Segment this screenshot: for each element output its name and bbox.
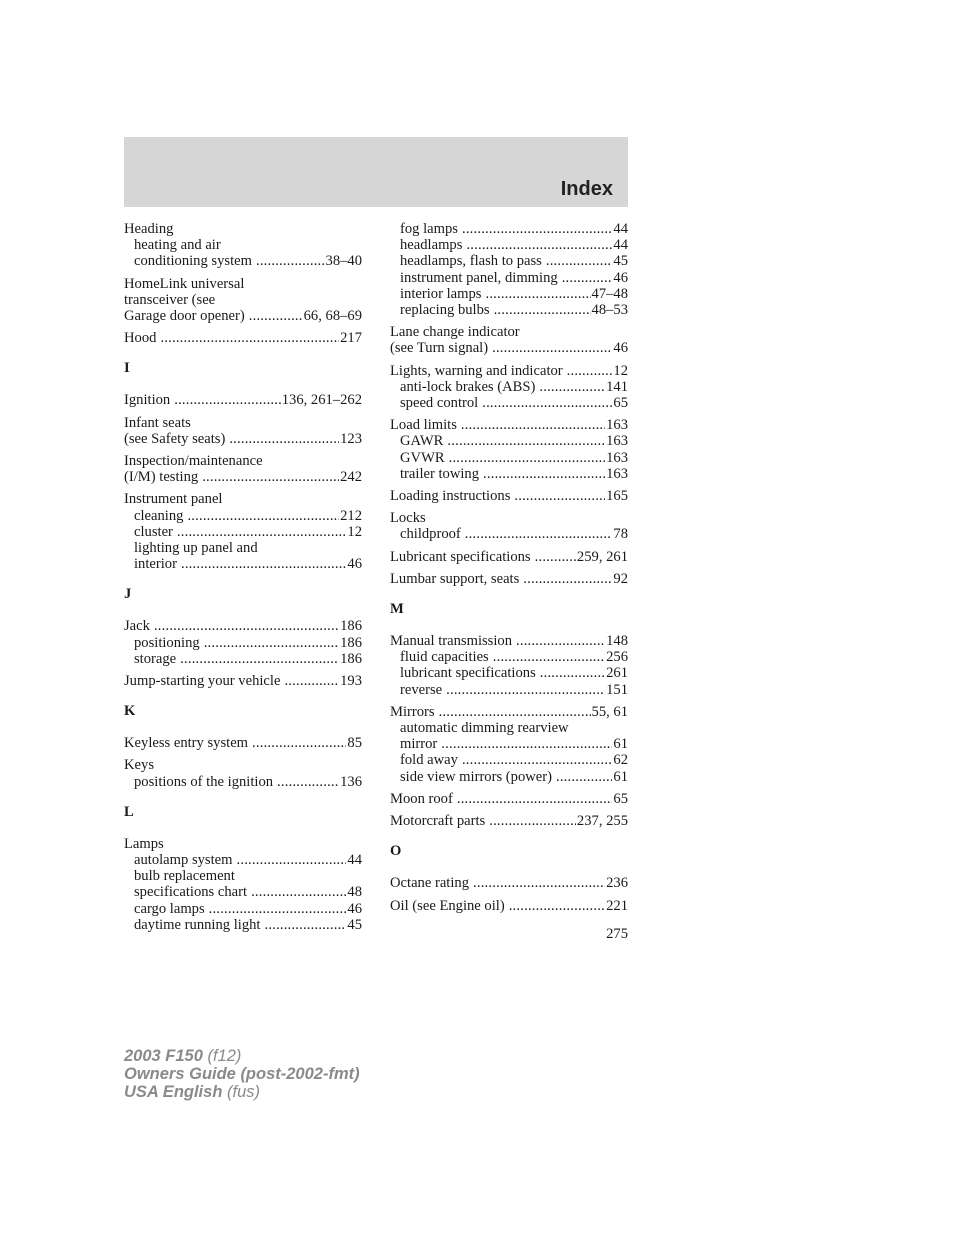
index-subentry bbox=[124, 901, 362, 917]
entry-text: Instrument panel bbox=[124, 491, 223, 508]
entry-text: fog lamps bbox=[400, 221, 458, 237]
page-reference: 148 bbox=[606, 633, 628, 650]
page-reference: 163 bbox=[606, 417, 628, 434]
index-subentry bbox=[124, 868, 362, 884]
entry-text: (I/M) testing bbox=[124, 469, 199, 486]
index-entry bbox=[390, 704, 628, 785]
index-entry bbox=[390, 221, 628, 318]
entry-text: Lubricant specifications bbox=[390, 548, 531, 565]
entry-text: Oil (see Engine oil) bbox=[390, 897, 505, 914]
page-reference: 44 bbox=[347, 852, 362, 869]
page-reference: 163 bbox=[606, 449, 628, 466]
dot-leader bbox=[556, 769, 612, 785]
index-subentry bbox=[124, 540, 362, 556]
index-entry bbox=[124, 673, 362, 689]
entry-text: Locks bbox=[390, 510, 426, 527]
dot-leader bbox=[485, 286, 590, 302]
index-entry bbox=[390, 898, 628, 914]
index-subentry bbox=[390, 379, 628, 395]
entry-text: fluid capacities bbox=[400, 649, 489, 666]
index-heading bbox=[124, 308, 362, 324]
page-reference: 62 bbox=[613, 752, 628, 769]
entry-text: Infant seats bbox=[124, 414, 191, 431]
index-heading bbox=[390, 488, 628, 504]
page-reference: 12 bbox=[613, 362, 628, 379]
index-subentry bbox=[390, 665, 628, 681]
page-reference: 165 bbox=[606, 488, 628, 505]
entry-text: side view mirrors (power) bbox=[400, 768, 552, 785]
section-letter: M bbox=[390, 601, 404, 618]
dot-leader bbox=[209, 901, 347, 917]
index-heading bbox=[390, 549, 628, 565]
page-reference: 46 bbox=[613, 269, 628, 286]
index-subentry bbox=[390, 752, 628, 768]
dot-leader bbox=[492, 340, 612, 356]
index-entry bbox=[390, 510, 628, 542]
index-entry bbox=[124, 330, 362, 346]
dot-leader bbox=[202, 469, 339, 485]
dot-leader bbox=[177, 524, 347, 540]
index-subentry bbox=[124, 917, 362, 933]
page-reference: 186 bbox=[340, 618, 362, 635]
dot-leader bbox=[154, 618, 339, 634]
entry-text: GAWR bbox=[400, 433, 444, 450]
index-entry bbox=[124, 757, 362, 789]
index-heading bbox=[124, 330, 362, 346]
index-subentry bbox=[124, 635, 362, 651]
dot-leader bbox=[523, 571, 612, 587]
index-heading bbox=[124, 469, 362, 485]
page-reference: 259, 261 bbox=[576, 548, 628, 565]
dot-leader bbox=[489, 813, 576, 829]
dot-leader bbox=[252, 735, 346, 751]
index-entry bbox=[124, 415, 362, 447]
index-heading bbox=[124, 836, 362, 852]
page-reference: 55, 61 bbox=[591, 703, 628, 720]
entry-text: daytime running light bbox=[134, 916, 261, 933]
entry-text: Lights, warning and indicator bbox=[390, 362, 563, 379]
index-entry bbox=[124, 491, 362, 572]
entry-text: Jack bbox=[124, 618, 150, 635]
dot-leader bbox=[449, 450, 606, 466]
index-entry bbox=[124, 392, 362, 408]
entry-text: childproof bbox=[400, 526, 461, 543]
dot-leader bbox=[535, 549, 576, 565]
entry-text: Keyless entry system bbox=[124, 735, 249, 752]
entry-text: cargo lamps bbox=[134, 900, 205, 917]
entry-text: anti-lock brakes (ABS) bbox=[400, 378, 536, 395]
index-subentry bbox=[124, 651, 362, 667]
page-reference: 65 bbox=[613, 395, 628, 412]
index-heading bbox=[390, 898, 628, 914]
index-entry bbox=[124, 618, 362, 667]
entry-text: GVWR bbox=[400, 449, 445, 466]
page-reference: 186 bbox=[340, 650, 362, 667]
page-reference: 136 bbox=[340, 773, 362, 790]
page-reference: 186 bbox=[340, 634, 362, 651]
index-heading bbox=[390, 704, 628, 720]
page-reference: 136, 261–262 bbox=[281, 392, 362, 409]
page-reference: 237, 255 bbox=[576, 813, 628, 830]
page-reference: 44 bbox=[613, 237, 628, 254]
index-entry bbox=[390, 324, 628, 356]
index-heading bbox=[124, 221, 362, 237]
index-header-bar bbox=[124, 137, 628, 207]
page-reference: 85 bbox=[347, 735, 362, 752]
dot-leader bbox=[483, 466, 605, 482]
dot-leader bbox=[181, 556, 346, 572]
index-entry bbox=[390, 633, 628, 698]
index-heading bbox=[124, 735, 362, 751]
index-column-right bbox=[390, 221, 628, 920]
index-entry bbox=[390, 791, 628, 807]
dot-leader bbox=[174, 392, 281, 408]
dot-leader bbox=[540, 665, 605, 681]
dot-leader bbox=[493, 649, 605, 665]
index-entry bbox=[390, 813, 628, 829]
entry-text: speed control bbox=[400, 395, 479, 412]
index-subentry bbox=[390, 720, 628, 736]
section-letter: O bbox=[390, 843, 402, 860]
index-entry bbox=[390, 549, 628, 565]
page-title: Index bbox=[560, 178, 613, 200]
page-reference: 12 bbox=[347, 523, 362, 540]
page-reference: 92 bbox=[613, 570, 628, 587]
entry-text: headlamps bbox=[400, 237, 463, 254]
index-heading bbox=[124, 673, 362, 689]
footer-language: USA English bbox=[124, 1083, 223, 1101]
entry-text: reverse bbox=[400, 681, 443, 698]
page-reference: 141 bbox=[606, 378, 628, 395]
index-heading bbox=[124, 431, 362, 447]
document-footer bbox=[124, 1047, 360, 1101]
index-subentry bbox=[390, 769, 628, 785]
index-entry bbox=[390, 571, 628, 587]
index-entry bbox=[124, 276, 362, 325]
dot-leader bbox=[264, 917, 346, 933]
entry-text: interior bbox=[134, 556, 177, 573]
dot-leader bbox=[546, 253, 613, 269]
entry-text: Motorcraft parts bbox=[390, 813, 486, 830]
page-reference: 45 bbox=[347, 916, 362, 933]
entry-text: Heading bbox=[124, 221, 174, 237]
dot-leader bbox=[439, 704, 591, 720]
footer-language-code: (fus) bbox=[227, 1083, 260, 1101]
page-number: 275 bbox=[606, 926, 628, 942]
index-column-left bbox=[124, 221, 362, 939]
dot-leader bbox=[237, 852, 347, 868]
index-heading bbox=[390, 633, 628, 649]
entry-text: Inspection/maintenance bbox=[124, 453, 263, 470]
index-subentry bbox=[124, 556, 362, 572]
index-subentry bbox=[390, 237, 628, 253]
entry-text: replacing bulbs bbox=[400, 302, 490, 319]
entry-text: automatic dimming rearview bbox=[400, 720, 569, 737]
index-subentry bbox=[390, 466, 628, 482]
entry-text: heating and air bbox=[134, 237, 221, 254]
dot-leader bbox=[539, 379, 605, 395]
index-heading bbox=[390, 340, 628, 356]
index-subentry bbox=[390, 286, 628, 302]
page-reference: 48–53 bbox=[591, 302, 628, 319]
index-entry bbox=[390, 363, 628, 412]
page-reference: 163 bbox=[606, 433, 628, 450]
footer-model-code: (f12) bbox=[207, 1047, 242, 1065]
section-letter: K bbox=[124, 703, 136, 720]
dot-leader bbox=[509, 898, 605, 914]
index-heading bbox=[124, 276, 362, 292]
entry-text: HomeLink universal bbox=[124, 275, 245, 292]
page-reference: 48 bbox=[347, 884, 362, 901]
footer-model: 2003 F150 bbox=[124, 1047, 203, 1065]
page-reference: 217 bbox=[340, 330, 362, 347]
page-reference: 66, 68–69 bbox=[303, 308, 362, 325]
index-subentry bbox=[124, 884, 362, 900]
section-letter: J bbox=[124, 586, 132, 603]
entry-text: Manual transmission bbox=[390, 633, 513, 650]
dot-leader bbox=[494, 302, 591, 318]
dot-leader bbox=[465, 526, 613, 542]
page-reference: 61 bbox=[613, 736, 628, 753]
index-subentry bbox=[390, 302, 628, 318]
dot-leader bbox=[187, 508, 339, 524]
index-heading bbox=[124, 453, 362, 469]
index-heading bbox=[124, 415, 362, 431]
dot-leader bbox=[251, 884, 346, 900]
index-heading bbox=[390, 791, 628, 807]
page-reference: 47–48 bbox=[591, 285, 628, 302]
index-subentry bbox=[124, 524, 362, 540]
index-entry bbox=[124, 735, 362, 751]
entry-text: trailer towing bbox=[400, 465, 480, 482]
index-subentry bbox=[124, 253, 362, 269]
dot-leader bbox=[461, 417, 605, 433]
dot-leader bbox=[229, 431, 339, 447]
dot-leader bbox=[204, 635, 339, 651]
entry-text: bulb replacement bbox=[134, 868, 235, 885]
entry-text: lighting up panel and bbox=[134, 540, 258, 557]
dot-leader bbox=[457, 791, 613, 807]
dot-leader bbox=[447, 433, 605, 449]
page-reference: 38–40 bbox=[325, 253, 362, 270]
entry-text: fold away bbox=[400, 752, 458, 769]
index-entry bbox=[124, 221, 362, 270]
index-heading bbox=[390, 813, 628, 829]
page-reference: 256 bbox=[606, 649, 628, 666]
index-subentry bbox=[390, 270, 628, 286]
entry-text: headlamps, flash to pass bbox=[400, 253, 542, 270]
index-heading bbox=[124, 491, 362, 507]
entry-text: Lamps bbox=[124, 835, 164, 852]
entry-text: Garage door opener) bbox=[124, 308, 245, 325]
index-subentry bbox=[390, 526, 628, 542]
index-entry bbox=[390, 488, 628, 504]
dot-leader bbox=[514, 488, 605, 504]
page-reference: 46 bbox=[613, 340, 628, 357]
entry-text: mirror bbox=[400, 736, 438, 753]
index-heading bbox=[390, 363, 628, 379]
index-heading bbox=[124, 618, 362, 634]
index-entry bbox=[390, 417, 628, 482]
page-reference: 221 bbox=[606, 897, 628, 914]
entry-text: lubricant specifications bbox=[400, 665, 536, 682]
section-letter: L bbox=[124, 803, 134, 820]
entry-text: Lumbar support, seats bbox=[390, 570, 520, 587]
index-heading bbox=[390, 510, 628, 526]
entry-text: Keys bbox=[124, 757, 154, 774]
footer-guide: Owners Guide (post-2002-fmt) bbox=[124, 1065, 360, 1083]
dot-leader bbox=[562, 270, 613, 286]
dot-leader bbox=[284, 673, 339, 689]
index-subentry bbox=[124, 237, 362, 253]
dot-leader bbox=[462, 752, 612, 768]
page-reference: 45 bbox=[613, 253, 628, 270]
entry-text: Moon roof bbox=[390, 790, 453, 807]
index-heading bbox=[124, 292, 362, 308]
index-heading bbox=[390, 875, 628, 891]
entry-text: Load limits bbox=[390, 417, 457, 434]
entry-text: positioning bbox=[134, 634, 200, 651]
index-subentry bbox=[390, 433, 628, 449]
entry-text: instrument panel, dimming bbox=[400, 269, 558, 286]
index-heading bbox=[390, 417, 628, 433]
page-reference: 46 bbox=[347, 900, 362, 917]
entry-text: Ignition bbox=[124, 392, 171, 409]
page-reference: 151 bbox=[606, 681, 628, 698]
dot-leader bbox=[277, 774, 339, 790]
index-subentry bbox=[390, 736, 628, 752]
index-subentry bbox=[390, 450, 628, 466]
entry-text: Loading instructions bbox=[390, 488, 511, 505]
dot-leader bbox=[482, 395, 612, 411]
dot-leader bbox=[466, 237, 612, 253]
page-reference: 236 bbox=[606, 875, 628, 892]
index-entry bbox=[124, 453, 362, 485]
dot-leader bbox=[473, 875, 605, 891]
index-heading bbox=[390, 571, 628, 587]
entry-text: positions of the ignition bbox=[134, 773, 274, 790]
page-reference: 78 bbox=[613, 526, 628, 543]
page-reference: 242 bbox=[340, 469, 362, 486]
entry-text: conditioning system bbox=[134, 253, 252, 270]
entry-text: interior lamps bbox=[400, 285, 482, 302]
index-subentry bbox=[124, 508, 362, 524]
page-reference: 61 bbox=[613, 768, 628, 785]
dot-leader bbox=[446, 682, 605, 698]
entry-text: Octane rating bbox=[390, 875, 470, 892]
page-reference: 163 bbox=[606, 465, 628, 482]
section-letter: I bbox=[124, 360, 130, 377]
page-reference: 65 bbox=[613, 790, 628, 807]
entry-text: (see Turn signal) bbox=[390, 340, 489, 357]
index-entry bbox=[390, 875, 628, 891]
index-heading bbox=[124, 757, 362, 773]
entry-text: storage bbox=[134, 650, 177, 667]
dot-leader bbox=[160, 330, 339, 346]
dot-leader bbox=[462, 221, 612, 237]
entry-text: (see Safety seats) bbox=[124, 430, 226, 447]
entry-text: Mirrors bbox=[390, 703, 435, 720]
index-entry bbox=[124, 836, 362, 933]
dot-leader bbox=[249, 308, 303, 324]
dot-leader bbox=[180, 651, 339, 667]
index-subentry bbox=[390, 649, 628, 665]
index-heading bbox=[124, 392, 362, 408]
index-subentry bbox=[390, 221, 628, 237]
entry-text: transceiver (see bbox=[124, 291, 216, 308]
dot-leader bbox=[516, 633, 605, 649]
entry-text: Hood bbox=[124, 330, 157, 347]
index-subentry bbox=[124, 774, 362, 790]
dot-leader bbox=[441, 736, 612, 752]
index-subentry bbox=[124, 852, 362, 868]
dot-leader bbox=[256, 253, 325, 269]
index-subentry bbox=[390, 682, 628, 698]
index-subentry bbox=[390, 395, 628, 411]
dot-leader bbox=[567, 363, 613, 379]
page-reference: 44 bbox=[613, 221, 628, 237]
entry-text: cleaning bbox=[134, 507, 184, 524]
index-subentry bbox=[390, 253, 628, 269]
page-reference: 261 bbox=[606, 665, 628, 682]
page-reference: 123 bbox=[340, 430, 362, 447]
page-reference: 193 bbox=[340, 673, 362, 690]
index-heading bbox=[390, 324, 628, 340]
entry-text: cluster bbox=[134, 523, 173, 540]
entry-text: Lane change indicator bbox=[390, 324, 520, 341]
page-reference: 212 bbox=[340, 507, 362, 524]
page-reference: 46 bbox=[347, 556, 362, 573]
entry-text: specifications chart bbox=[134, 884, 248, 901]
entry-text: autolamp system bbox=[134, 852, 233, 869]
entry-text: Jump-starting your vehicle bbox=[124, 673, 281, 690]
